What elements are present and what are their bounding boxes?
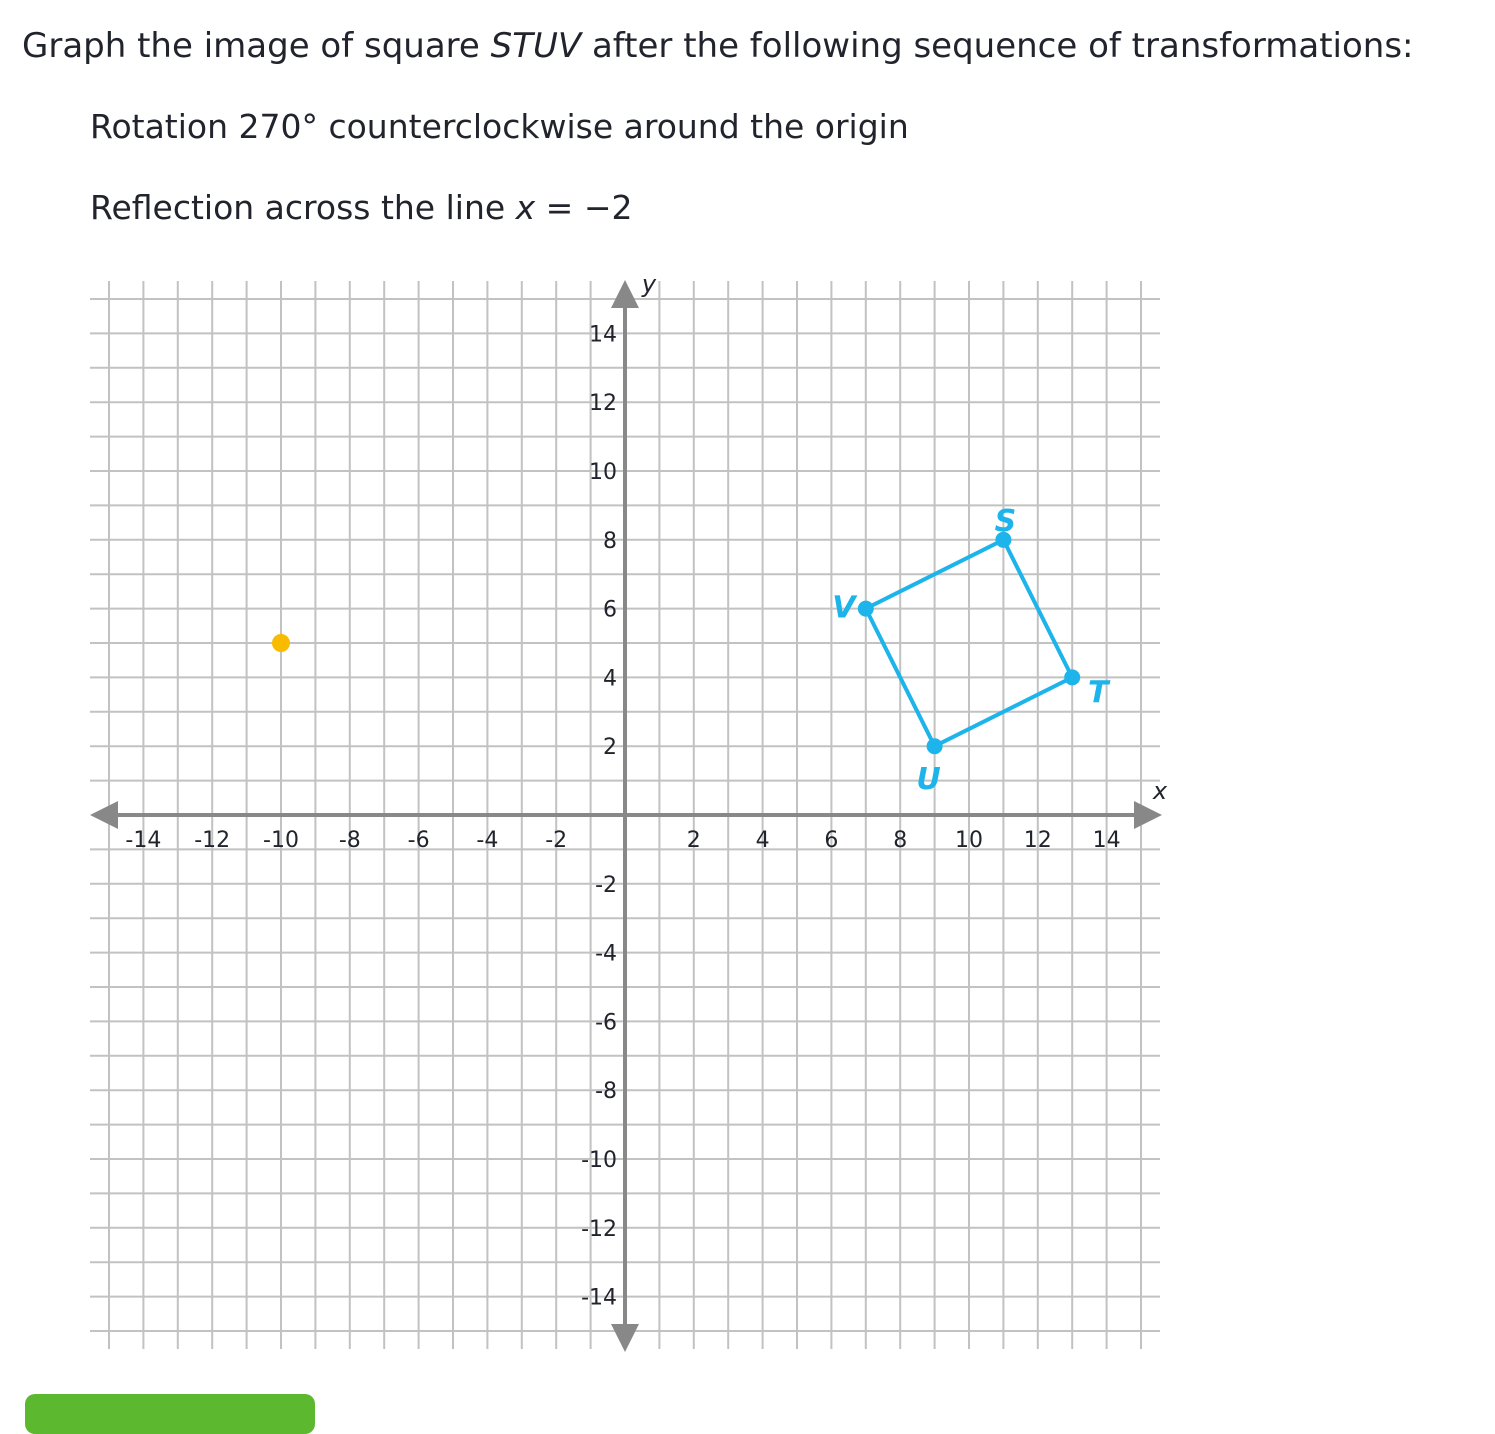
- x-tick-label: -4: [476, 828, 499, 853]
- vertex-u: [927, 738, 943, 754]
- vertex-label-s: S: [994, 503, 1017, 539]
- y-tick-label: -4: [595, 941, 617, 967]
- y-tick-label: -2: [595, 872, 617, 898]
- reflection-equation: = −2: [535, 188, 633, 227]
- vertex-label-t: T: [1087, 675, 1109, 711]
- y-tick-label: -10: [581, 1148, 617, 1173]
- y-axis-arrow-up-icon: [611, 280, 639, 308]
- x-axis-arrow-right-icon: [1134, 801, 1162, 829]
- y-tick-label: -12: [581, 1216, 617, 1242]
- reflection-text: Reflection across the line: [90, 188, 516, 227]
- y-tick-label: 6: [603, 597, 617, 623]
- x-tick-label: 4: [755, 828, 770, 853]
- shape-name: STUV: [490, 26, 582, 66]
- x-tick-label: -14: [125, 828, 162, 853]
- prompt-text-start: Graph the image of square: [22, 26, 491, 66]
- y-axis-arrow-down-icon: [611, 1324, 639, 1352]
- x-tick-label: -2: [545, 828, 568, 853]
- x-tick-label: -6: [407, 828, 430, 853]
- y-tick-label: 4: [603, 666, 617, 692]
- y-tick-label: 2: [603, 735, 617, 761]
- check-answer-button[interactable]: [25, 1394, 315, 1434]
- x-tick-label: -12: [194, 828, 231, 853]
- vertex-t: [1064, 669, 1080, 685]
- x-tick-label: 8: [893, 828, 908, 853]
- vertex-label-v: V: [832, 590, 856, 626]
- x-tick-label: -8: [338, 828, 361, 853]
- vertex-label-u: U: [916, 762, 941, 798]
- prompt-text-end: after the following sequence of transformations:: [581, 26, 1414, 66]
- y-tick-label: 14: [589, 322, 617, 348]
- x-axis-label: x: [1152, 777, 1168, 805]
- y-tick-label: 10: [589, 460, 617, 485]
- x-tick-label: 2: [686, 828, 701, 853]
- x-tick-label: 14: [1092, 828, 1121, 853]
- y-tick-label: -8: [595, 1079, 617, 1105]
- vertex-v: [858, 601, 874, 617]
- movable-point[interactable]: [272, 634, 290, 652]
- x-tick-label: -10: [263, 828, 299, 853]
- x-tick-label: 6: [824, 828, 839, 853]
- x-tick-label: 12: [1023, 828, 1052, 853]
- transformation-step-rotation: Rotation 270° counterclockwise around the origin: [90, 107, 909, 146]
- x-tick-label: 10: [955, 828, 983, 853]
- reflection-variable: x: [515, 188, 536, 227]
- y-tick-label: 12: [589, 391, 617, 417]
- y-tick-label: -14: [581, 1285, 617, 1311]
- y-tick-label: 8: [603, 528, 617, 554]
- x-axis-arrow-left-icon: [90, 801, 118, 829]
- y-tick-label: -6: [595, 1010, 617, 1036]
- y-axis-label: y: [641, 270, 657, 298]
